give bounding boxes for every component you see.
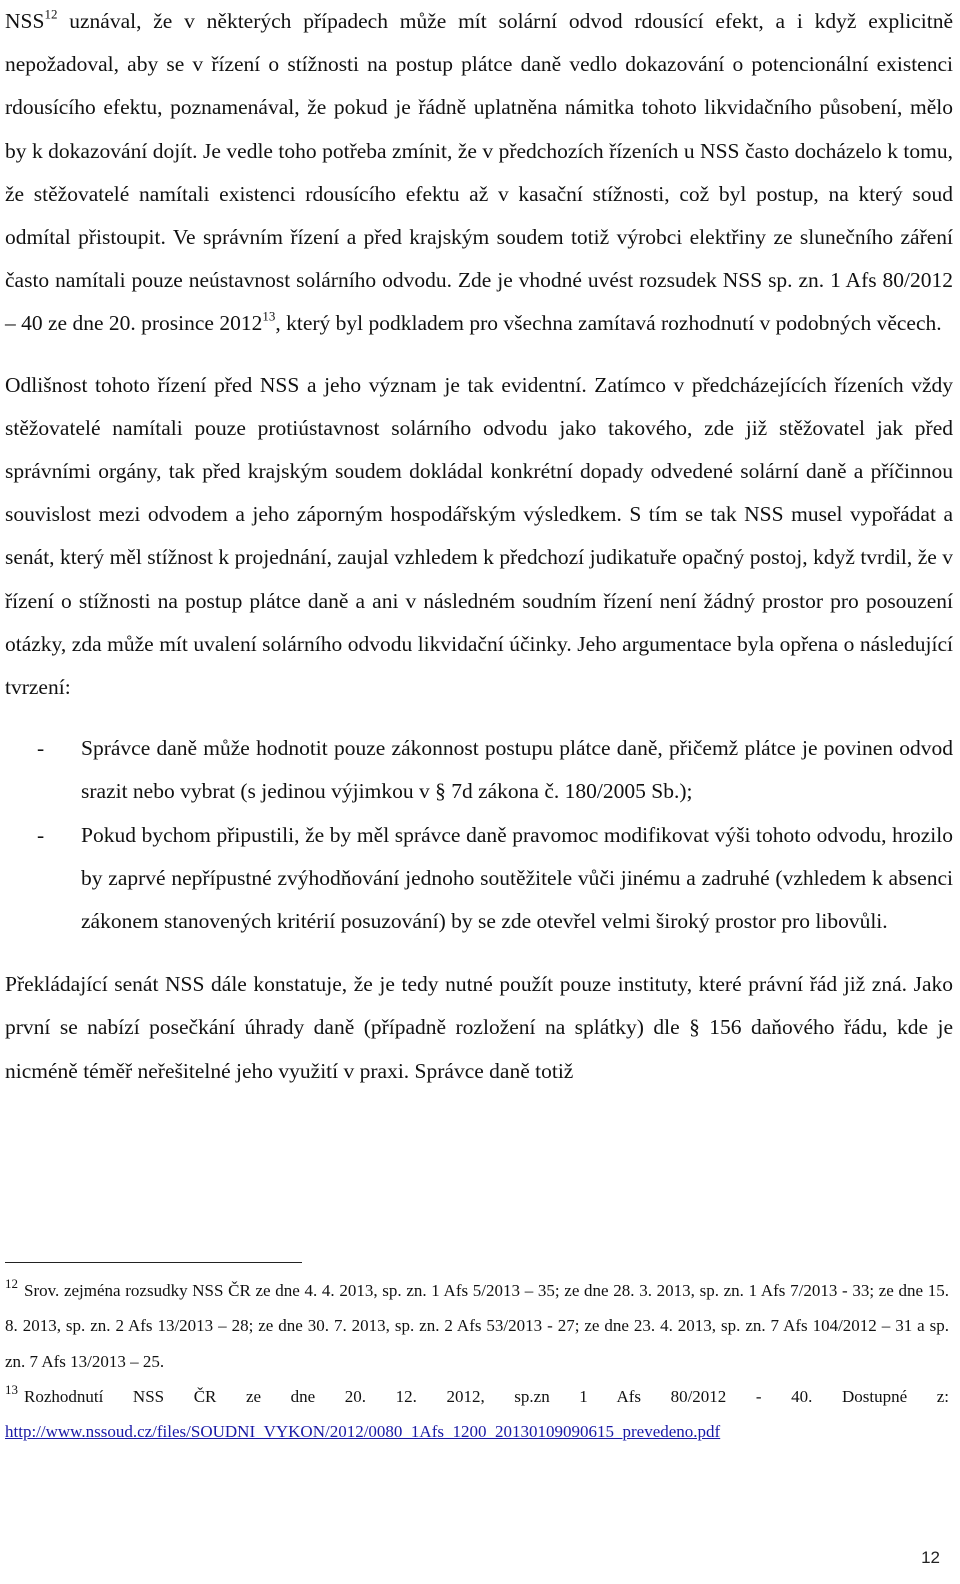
footnote-text: Srov. zejména rozsudky NSS ČR ze dne 4. 4. 2013, sp. zn. 1 Afs 5/2013 – 35; ze dne 28. 3. 2013, sp. zn. 1 Afs 7/2013 - 33; ze dne 15. 8. 2013, sp. zn. 2 Afs 13/2013 – 28; ze dne 30. 7. 2013, sp. zn. 2 Afs 53/2013 - 27; ze dne 23. 4. 2013, sp. zn. 7 Afs 104/2012 – 31 a sp. zn. 7 Afs 13/2013 – 25. <box>5 1281 949 1371</box>
list-dash: - <box>37 736 45 761</box>
argument-list <box>5 727 953 943</box>
page-number: 12 <box>921 1548 940 1567</box>
list-item-text: Správce daně může hodnotit pouze zákonnost postupu plátce daně, přičemž plátce je povinen odvod srazit nebo vybrat (s jedinou výjimkou v § 7d zákona č. 180/2005 Sb.); <box>81 736 953 804</box>
footnote-13 <box>5 1379 949 1450</box>
paragraph-1-middle: uznával, že v některých případech může mít solární odvod rdousící efekt, a i když explicitně nepožadoval, aby se v řízení o stížnosti na postup plátce daně vedlo dokazování o potencionální existenci rdousícího efektu, poznamenával, že pokud je řádně uplatněna námitka tohoto likvidačního působení, mělo by k dokazování dojít. Je vedle toho potřeba zmínit, že v předchozích řízeních u NSS často docházelo k tomu, že stěžovatelé namítali existenci rdousícího efektu až v kasační stížnosti, což byl postup, na který soud odmítal přistoupit. Ve správním řízení a před krajským soudem totiž výrobci elektřiny ze slunečního záření často namítali pouze neústavnost solárního odvodu. Zde je vhodné uvést rozsudek NSS sp. zn. 1 Afs 80/2012 – 40 ze dne 20. prosince 2012 <box>5 9 953 336</box>
list-dash: - <box>37 822 45 847</box>
footnote-12 <box>5 1273 949 1379</box>
footnote-text: Rozhodnutí NSS ČR ze dne 20. 12. 2012, sp.zn 1 Afs 80/2012 - 40. Dostupné z: <box>24 1386 949 1406</box>
footnote-number: 12 <box>5 1276 18 1292</box>
paragraph-1-end: , který byl podkladem pro všechna zamítavá rozhodnutí v podobných věcech. <box>275 311 942 336</box>
paragraph-1-start: NSS <box>5 9 45 33</box>
footnote-ref-12[interactable]: 12 <box>44 6 58 22</box>
document-page <box>5 0 953 1093</box>
paragraph-2: Odlišnost tohoto řízení před NSS a jeho význam je tak evidentní. Zatímco v předcházejících řízeních vždy stěžovatelé namítali pouze protiústavnost solárního odvodu jako takového, zde již stěžovatel jak před správními orgány, tak před krajským soudem dokládal konkrétní dopady odvedené solární daně a příčinnou souvislost mezi odvodem a jeho záporným hospodářským výsledkem. S tím se tak NSS musel vypořádat a senát, který měl stížnost k projednání, zaujal vzhledem k předchozí judikatuře opačný postoj, když tvrdil, že v řízení o stížnosti na postup plátce daně a ani v následném soudním řízení není žádný prostor pro posouzení otázky, zda může mít uvalení solárního odvodu likvidační účinky. Jeho argumentace byla opřena o následující tvrzení: <box>5 372 953 700</box>
footnote-ref-13[interactable]: 13 <box>262 308 276 324</box>
paragraph-1 <box>5 0 953 346</box>
list-item-text: Pokud bychom připustili, že by měl správce daně pravomoc modifikovat výši tohoto odvodu, hrozilo by zaprvé nepřípustné zvýhodňování jednoho soutěžitele vůči jinému a zadruhé (vzhledem k absenci zákonem stanovených kritérií posuzování) by se zde otevřel velmi široký prostor pro libovůli. <box>81 822 953 934</box>
footnotes <box>5 1273 949 1449</box>
list-item <box>5 727 953 813</box>
paragraph-3: Překládající senát NSS dále konstatuje, že je tedy nutné použít pouze instituty, které právní řád již zná. Jako první se nabízí posečkání úhrady daně (případně rozložení na splátky) dle § 156 daňového řádu, kde je nicméně téměř neřešitelné jeho využití v praxi. Správce daně totiž <box>5 972 953 1083</box>
footnote-separator <box>5 1262 302 1263</box>
list-item <box>5 814 953 944</box>
footnote-number: 13 <box>5 1382 18 1398</box>
source-link[interactable]: http://www.nssoud.cz/files/SOUDNI_VYKON/2012/0080_1Afs_1200_20130109090615_prevedeno.pdf <box>5 1422 721 1442</box>
